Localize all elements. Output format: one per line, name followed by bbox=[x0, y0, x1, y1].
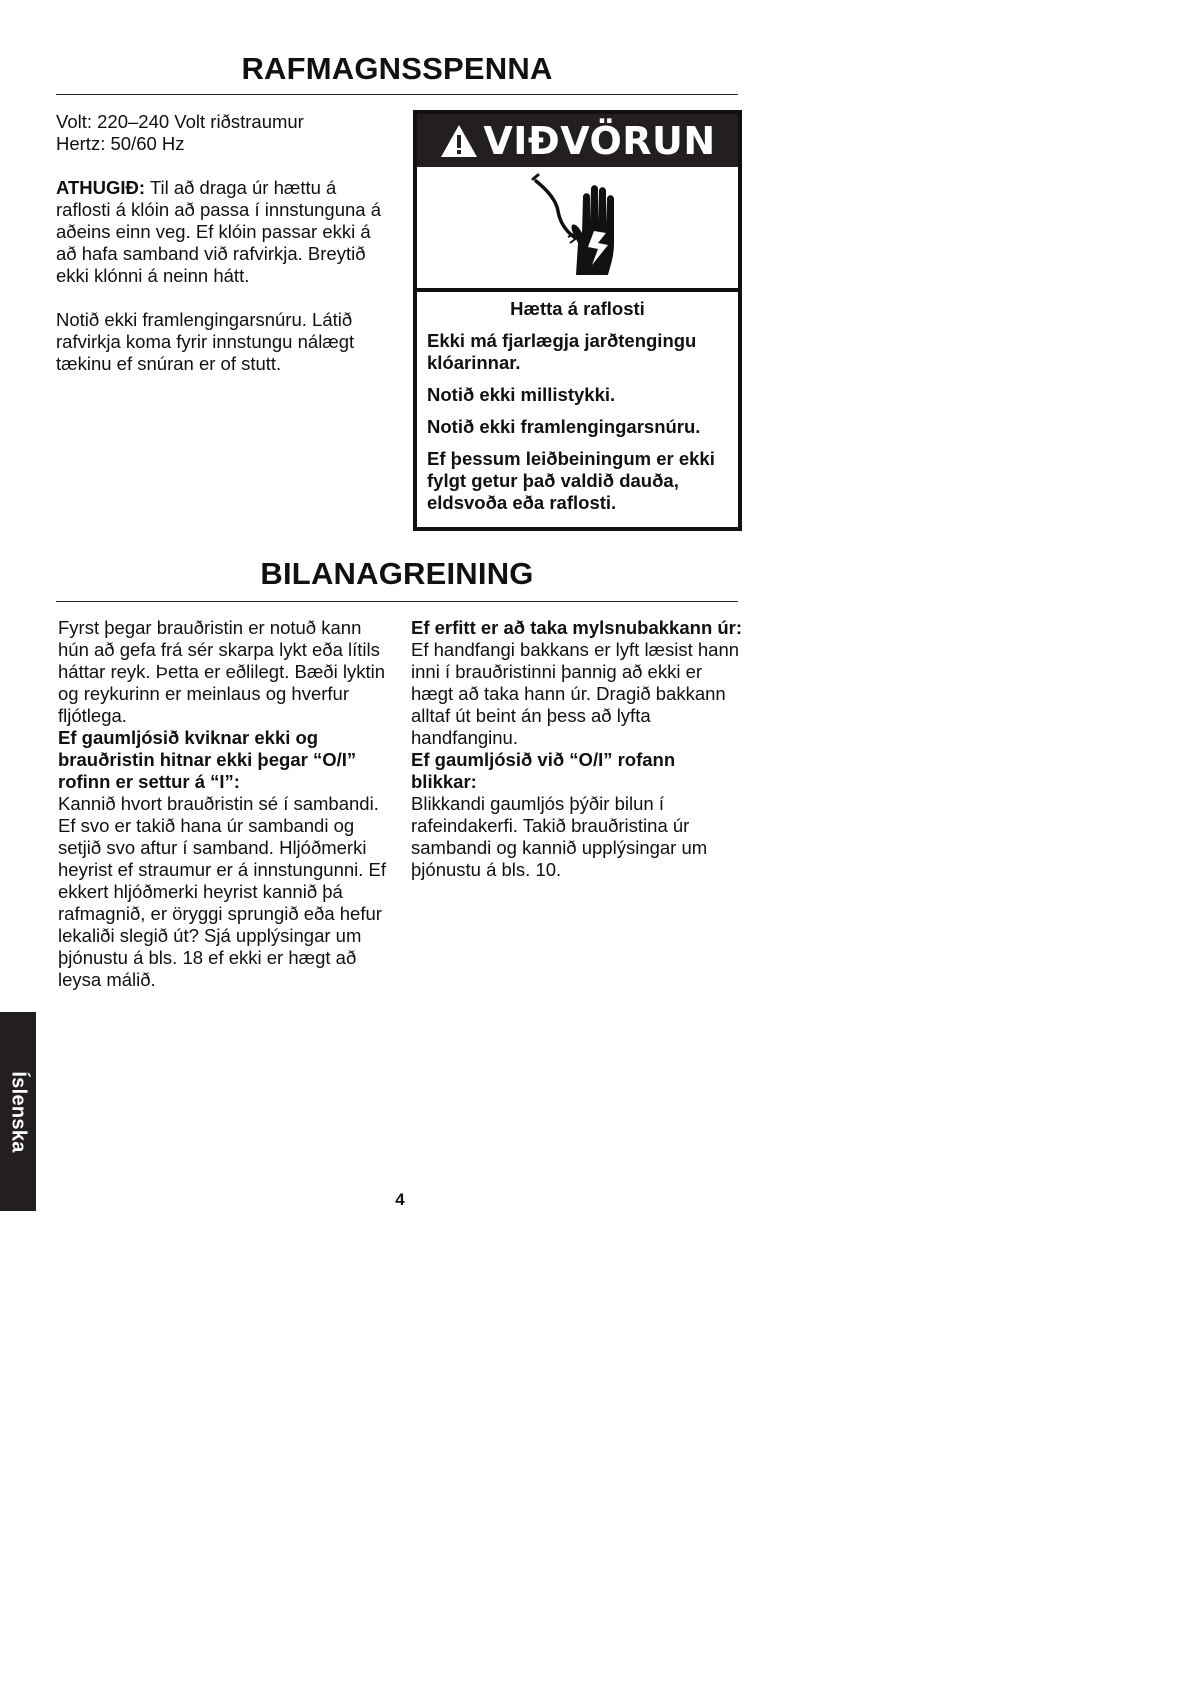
electrical-requirements bbox=[56, 111, 386, 375]
intro-paragraph: Fyrst þegar brauðristin er notuð kann hún að gefa frá sér skarpa lykt eða lítils háttar reyk. Þetta er eðlilegt. Bæði lyktin og reykurinn er meinlaus og hverfur fljótlega. bbox=[58, 617, 385, 726]
volt-spec: Volt: 220–240 Volt riðstraumur bbox=[56, 111, 304, 132]
section-heading-electrical: RAFMAGNSSPENNA bbox=[241, 51, 553, 86]
language-tab-label: Íslenska bbox=[7, 1070, 30, 1153]
warning-line: Notið ekki millistykki. bbox=[427, 384, 616, 405]
warning-line: Notið ekki framlengingarsnúru. bbox=[427, 416, 701, 437]
hazard-title: Hætta á raflosti bbox=[510, 298, 645, 319]
warning-symbol-area bbox=[417, 167, 738, 292]
hertz-spec: Hertz: 50/60 Hz bbox=[56, 133, 185, 154]
heading-rule bbox=[56, 601, 738, 602]
electric-shock-hand-icon bbox=[528, 173, 628, 283]
troubleshooting-left-column bbox=[58, 617, 393, 991]
note-text: Til að draga úr hættu á raflosti á klóin að passa í innstunguna á aðeins einn veg. Ef klóin passar ekki á að hafa samband við rafvirkja. Breytið ekki klónni á neinn hátt. bbox=[56, 177, 381, 286]
warning-box bbox=[413, 110, 742, 531]
answer-paragraph: Blikkandi gaumljós þýðir bilun í rafeindakerfi. Takið brauðristina úr sambandi og kannið upplýsingar um þjónustu á bls. 10. bbox=[411, 793, 708, 880]
answer-paragraph: Kannið hvort brauðristin sé í sambandi. Ef svo er takið hana úr sambandi og setjið svo aftur í samband. Hljóðmerki heyrist ef straumur er á innstungunni. Ef ekkert hljóðmerki heyrist kannið þá rafmagnið, er öryggi sprungið eða hefur lekaliði slegið út? Sjá upplýsingar um þjónustu á bls. 18 ef ekki er hægt að leysa málið. bbox=[58, 793, 387, 990]
page-number: 4 bbox=[395, 1190, 405, 1209]
note-paragraph bbox=[56, 177, 386, 287]
question-heading: Ef gaumljósið kviknar ekki og brauðristin hitnar ekki þegar “O/I” rofinn er settur á “I”: bbox=[58, 727, 357, 792]
question-heading: Ef gaumljósið við “O/I” rofann blikkar: bbox=[411, 749, 676, 792]
heading-rule bbox=[56, 94, 738, 95]
warning-header bbox=[417, 114, 738, 167]
question-heading: Ef erfitt er að taka mylsnubakkann úr: bbox=[411, 617, 743, 638]
warning-line: Ef þessum leiðbeiningum er ekki fylgt getur það valdið dauða, eldsvoða eða raflosti. bbox=[427, 448, 715, 513]
warning-title: VIÐVÖRUN bbox=[483, 118, 716, 163]
note-label: ATHUGIÐ: bbox=[56, 177, 146, 198]
extension-cord-paragraph: Notið ekki framlengingarsnúru. Látið rafvirkja koma fyrir innstungu nálægt tækinu ef snúran er of stutt. bbox=[56, 309, 355, 374]
section-heading-troubleshooting: BILANAGREINING bbox=[260, 556, 534, 591]
warning-triangle-icon bbox=[439, 123, 479, 159]
answer-paragraph: Ef handfangi bakkans er lyft læsist hann inni í brauðristinni þannig að ekki er hægt að taka hann úr. Dragið bakkann alltaf út beint án þess að lyfta handfanginu. bbox=[411, 639, 740, 748]
troubleshooting-right-column bbox=[411, 617, 746, 881]
language-tab bbox=[0, 1012, 36, 1211]
warning-text bbox=[417, 292, 738, 514]
warning-line: Ekki má fjarlægja jarðtengingu klóarinnar. bbox=[427, 330, 697, 373]
